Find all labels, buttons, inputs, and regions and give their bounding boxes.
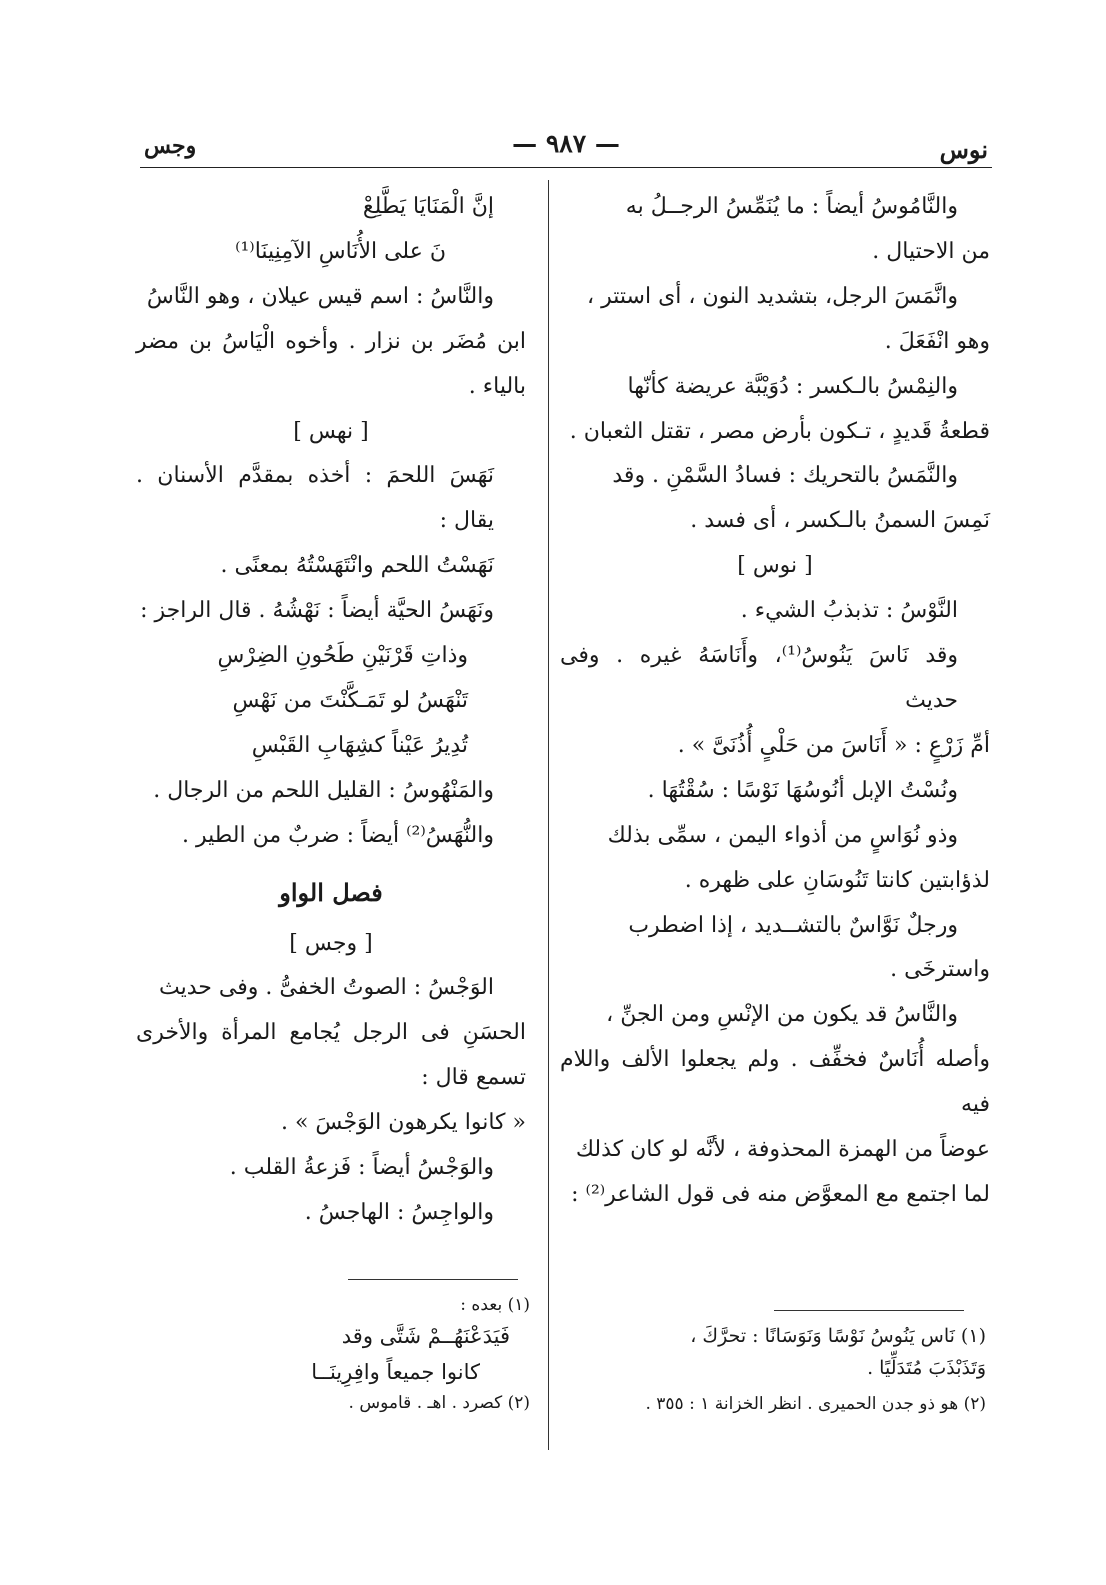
paragraph: والنَّامُوسُ أيضاً : ما يُنَمِّسُ الرجــلُ به: [625, 194, 958, 219]
footnote-rule: [774, 1310, 964, 1311]
verse-line: إنَّ الْمَنَايَا يَطَّلِعْ: [362, 194, 494, 219]
paragraph: والوَجْسُ أيضاً : فَزعةُ القلب .: [229, 1155, 494, 1181]
entry-heading-wjs: [ وجس ]: [289, 930, 373, 956]
paragraph: وانَّمَسَ الرجل، بتشديد النون ، أى استتر ،: [587, 283, 958, 309]
right-column: [560, 185, 990, 1218]
verse-line: نَ على الأُنَاسِ الآمِنِينَا⁽¹⁾: [235, 238, 446, 264]
footnote: وَتَذَبْذَبَ مُتَدَلِّيًا .: [867, 1357, 986, 1379]
paragraph: ونُسْتُ الإبل أنُوسُهَا نَوْسًا : سُقْتُهَا .: [647, 777, 958, 803]
paragraph: والنَّاسُ : اسم قيس عيلان ، وهو النَّاسُ: [146, 283, 494, 309]
paragraph: من الاحتيال .: [872, 238, 990, 264]
paragraph: الوَجْسُ : الصوتُ الخفىُّ . وفى حديث: [159, 975, 494, 1001]
paragraph: والمَنْهُوسُ : القليل اللحم من الرجال .: [153, 777, 494, 803]
header-root-left: وجس: [144, 133, 197, 159]
verse-line: تُدِيرُ عَيْناً كشِهَابِ القَبْسِ: [251, 732, 468, 758]
section-title: فصل الواو: [279, 877, 383, 907]
footnote-verse: كانوا جميعاً وافِرِينَــا: [311, 1360, 480, 1384]
paragraph: ابن مُضَر بن نزار . وأخوه الْيَاسُ بن مضر بالياء .: [136, 328, 526, 399]
footnotes-right: [566, 1320, 986, 1420]
paragraph: واسترخَى .: [890, 957, 990, 983]
paragraph: لذؤابتين كانتا تَنُوسَانِ على ظهره .: [684, 867, 990, 893]
paragraph: نَمِسَ السمنُ بالـكسر ، أى فسد .: [690, 508, 990, 534]
entry-heading-nhs: [ نهس ]: [293, 418, 369, 444]
footnote: (١) نَاس يَنُوسُ نَوْسًا وَنَوَسَانًا : تحرَّكَ ،: [690, 1325, 986, 1347]
paragraph: لما اجتمع مع المعوَّض منه فى قول الشاعر⁽²⁾ :: [571, 1181, 990, 1207]
footnote-verse: فَيَدَعْنَهُــمْ شَتَّى وقد: [341, 1324, 510, 1348]
paragraph: وأصله أُنَاسٌ فخفِّف . ولم يجعلوا الألف واللام فيه: [560, 1047, 990, 1118]
paragraph: نَهَسَ اللحمَ : أخذه بمقدَّم الأسنان . يقال :: [136, 463, 494, 534]
footnote: (٢) كصرد . اهـ . قاموس .: [348, 1393, 530, 1413]
paragraph: نَهَسْتُ اللحم وانْتَهَسْتُهُ بمعنًى .: [220, 553, 494, 579]
footnotes-left: [140, 1292, 530, 1416]
verse-line: وذاتِ قَرْنَيْنِ طَحُونِ الضِرْسِ: [217, 643, 468, 669]
paragraph: ورجلٌ نَوَّاسٌ بالتشــديد ، إذا اضطرب: [628, 912, 958, 938]
paragraph: والنَّاسُ قد يكون من الإنْسِ ومن الجنِّ ،: [606, 1002, 958, 1028]
column-divider: [548, 180, 549, 1450]
paragraph: قطعةُ قَديدٍ ، تـكون بأرض مصر ، تقتل الثعبان .: [569, 418, 990, 444]
left-column: [136, 185, 526, 1236]
paragraph: « كانوا يكرهون الوَجْسَ » .: [280, 1110, 526, 1136]
paragraph: والنُّهَسُ⁽²⁾ أيضاً : ضربٌ من الطير .: [182, 822, 494, 848]
entry-heading-nws: [ نوس ]: [737, 553, 813, 579]
paragraph: ونَهَسُ الحيَّة أيضاً : نَهْشُهُ . قال الراجز :: [140, 598, 494, 624]
paragraph: أمِّ زَرْعٍ : « أَنَاسَ من حَلْىٍ أُذُنَىَّ » .: [677, 732, 990, 758]
paragraph: النَّوْسُ : تذبذبُ الشيء .: [740, 598, 958, 624]
footnote: (٢) هو ذو جدن الحميرى . انظر الخزانة ١ : ٣٥٥ .: [645, 1394, 986, 1414]
header-root-right: نوس: [939, 135, 988, 164]
footnote-rule: [348, 1279, 518, 1280]
paragraph: وذو نُوَاسٍ من أذواء اليمن ، سمِّى بذلك: [607, 822, 958, 848]
paragraph: وقد نَاسَ يَنُوسُ⁽¹⁾، وأَنَاسَهُ غيره . وفى حديث: [560, 643, 959, 713]
footnote: (١) بعده :: [460, 1295, 530, 1315]
paragraph: عوضاً من الهمزة المحذوفة ، لأنَّه لو كان كذلك: [575, 1137, 990, 1163]
paragraph: والنَّمَسُ بالتحريك : فسادُ السَّمْنِ . وقد: [612, 463, 958, 489]
running-header: [140, 127, 992, 168]
paragraph: وهو انْفَعَلَ .: [884, 328, 990, 354]
paragraph: والواجِسُ : الهاجسُ .: [304, 1199, 494, 1225]
paragraph: الحسَنِ فى الرجل يُجامع المرأة والأخرى تسمع قال :: [136, 1020, 526, 1091]
verse-line: تَنْهَسُ لو تَمَـكَّنْتَ من نَهْسِ: [232, 687, 468, 713]
paragraph: والنِمْسُ بالـكسر : دُوَيْبَّة عريضة كأنّها: [627, 373, 958, 399]
page-number: — ٩٨٧ —: [512, 129, 620, 158]
